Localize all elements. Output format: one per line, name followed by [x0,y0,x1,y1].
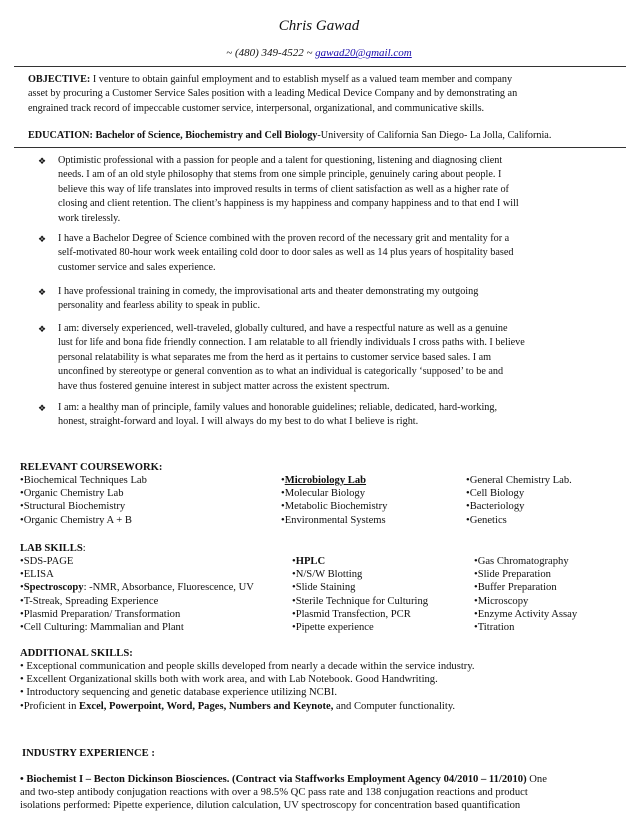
skill-item: •Plasmid Transfection, PCR [292,608,411,620]
skill-item: •Buffer Preparation [474,582,557,594]
bullet-line: personality and fearless ability to speak in public. [58,300,260,312]
skill-item-rest: : -NMR, Absorbance, Fluorescence, UV [83,582,254,594]
diamond-bullet-icon: ❖ [38,324,47,334]
job-line [20,773,620,786]
bullet-line: customer service and sales experience. [58,261,216,273]
resume-name: Chris Gawad [278,18,360,34]
bullet-item [38,154,608,226]
additional-item: • Exceptional communication and people skills developed from nearly a decade within the service industry. [20,661,475,672]
contact-line [0,47,638,59]
bullet-line: Optimistic professional with a passion for people and a talent for questioning, listening and diagnosing client [58,155,503,166]
diamond-bullet-icon: ❖ [38,234,47,244]
course-item: •General Chemistry Lab. [466,475,572,486]
skill-item: •Gas Chromatography [474,556,569,567]
course-item: •Environmental Systems [281,514,386,526]
course-item-bold: Microbiology Lab [284,475,367,486]
degree: Bachelor of Science, Biochemistry and Cell Biology [92,130,318,141]
industry-entry [20,773,620,813]
bullet-line: self-motivated 80-hour work week entailing cold door to door sales as well as 14 plus years of hospitality based [58,247,514,259]
bullet-line: have thus fostered genuine interest in subject matter across the existent spectrum. [58,380,390,392]
objective-section [28,73,628,116]
job-line: and two-step antibody conjugation reactions with over a 98.5% QC pass rate and 138 conjugation reactions and product [20,787,528,799]
skill-item: •HPLC [292,556,326,567]
course-item: •Structural Biochemistry [20,501,126,513]
course-item: •Microbiology Lab [281,475,367,486]
diamond-bullet-icon: ❖ [38,156,47,166]
skill-item: •Microscopy [474,595,529,607]
divider [14,66,626,67]
bullet-line: I am: a healthy man of principle, family values and honorable guidelines; reliable, dedicated, hard-working, [58,402,498,413]
skill-item: •Titration [474,622,515,634]
bullet-line: closing and client retention. The client’s happiness is my happiness and company happiness and to that end I will [58,198,519,210]
lab-skills-col2 [292,555,428,634]
bullet-line: I have professional training in comedy, the improvisational arts and theater demonstrating my outgoing [58,286,479,297]
coursework-col1 [20,474,147,527]
objective-line: engrained track record of impeccable customer service, interpersonal, organizational, and communicative skills. [28,102,485,114]
bullet-line: honest, straight-forward and loyal. I will always do my best to do what I believe is right. [58,416,419,428]
job-line: isolations performed: Pipette experience, dilution calculation, UV spectroscopy for concentration based quantification [20,800,521,812]
additional-pre: •Proficient in [20,700,80,712]
divider [14,147,626,148]
job-title: • Biochemist I – Becton Dickinson Biosciences. (Contract via Staffworks Employment Agency 04/2010 – 11/2010) [20,774,527,785]
skill-item-bold: HPLC [295,556,326,567]
additional-list [20,660,475,713]
skill-item: •ELISA [20,569,54,581]
skill-item: •SDS-PAGE [20,556,74,567]
diamond-bullet-icon: ❖ [38,403,47,413]
course-item: •Metabolic Biochemistry [281,501,388,513]
bullet-item [38,232,608,276]
education-section [28,129,628,143]
bullet-item [38,401,608,431]
skill-item: •Slide Staining [292,582,356,594]
skill-item-bold: Spectroscopy [23,582,84,594]
course-item: •Biochemical Techniques Lab [20,475,147,486]
additional-bold: Excel, Powerpoint, Word, Pages, Numbers and Keynote, [79,700,334,712]
additional-title: ADDITIONAL SKILLS: [20,648,133,659]
lab-skills-label: LAB SKILLS [20,543,83,554]
bullet-line: lust for life and bona fide friendly connection. I am relatable to all friendly individuals I cross paths with. I believe [58,337,525,349]
bullet-line: I have a Bachelor Degree of Science combined with the proven record of the necessary grit and mentality for a [58,233,510,244]
bullet-line: unconfined by stereotype or general convention as to what an individual is categorically ‘supposed’ to be and [58,366,504,378]
bullet-line: personal relatability is what separates me from the herd as it pertains to customer service based sales. I am [58,351,492,363]
objective-label: OBJECTIVE: [28,74,91,85]
coursework-title: RELEVANT COURSEWORK: [20,462,163,473]
skill-item: •Enzyme Activity Assay [474,608,578,620]
objective-line: I venture to obtain gainful employment and to establish myself as a valued team member and company [90,74,513,85]
skill-item: •Pipette experience [292,622,374,634]
email-link[interactable]: gawad20@gmail.com [315,47,412,59]
job-rest: One [526,774,547,785]
course-item: •Organic Chemistry Lab [20,488,124,500]
course-item: •Organic Chemistry A + B [20,514,132,526]
course-item: •Cell Biology [466,488,525,500]
additional-item: • Excellent Organizational skills both with work area, and with Lab Notebook. Good Handwriting. [20,674,438,686]
education-label: EDUCATION: [28,130,93,141]
course-item: •Bacteriology [466,501,525,513]
lab-skills-col3 [474,555,577,634]
skill-item: •Spectroscopy: -NMR, Absorbance, Fluorescence, UV [20,582,254,594]
skill-item: •Sterile Technique for Culturing [292,595,429,607]
bullet-item [38,285,608,315]
additional-post: and Computer functionality. [333,700,456,712]
coursework-col2 [281,474,387,527]
bullet-line: believe this way of life translates into improved results in terms of client satisfaction as well as a higher rate of [58,183,509,195]
coursework-col3 [466,474,572,527]
skill-item: •Cell Culturing: Mammalian and Plant [20,622,184,634]
skill-item: •Plasmid Preparation/ Transformation [20,608,181,620]
industry-title: INDUSTRY EXPERIENCE : [22,748,155,759]
lab-skills-title: LAB SKILLS: [20,543,86,554]
objective-line: asset by procuring a Customer Service Sales position with a leading Medical Device Company and by demonstrating an [28,88,518,100]
school: -University of California San Diego- La Jolla, California. [317,130,552,141]
additional-item [20,700,475,713]
skill-item: •N/S/W Blotting [292,569,363,581]
bullet-line: I am: diversely experienced, well-traveled, globally cultured, and have a respectful nature as well as a genuine [58,323,508,334]
course-item: •Molecular Biology [281,488,366,500]
bullet-line: needs. I am of an old style philosophy that stems from one simple principle, genuinely caring about people. I [58,169,502,181]
diamond-bullet-icon: ❖ [38,287,47,297]
bullet-item [38,322,608,394]
skill-item: •Slide Preparation [474,569,551,581]
additional-item: • Introductory sequencing and genetic database experience utilizing NCBI. [20,687,337,699]
course-item: •Genetics [466,514,507,526]
lab-skills-col1 [20,555,254,634]
bullet-line: work tirelessly. [58,212,121,224]
skill-item: •T-Streak, Spreading Experience [20,595,159,607]
phone: ~ (480) 349-4522 ~ [226,47,316,59]
